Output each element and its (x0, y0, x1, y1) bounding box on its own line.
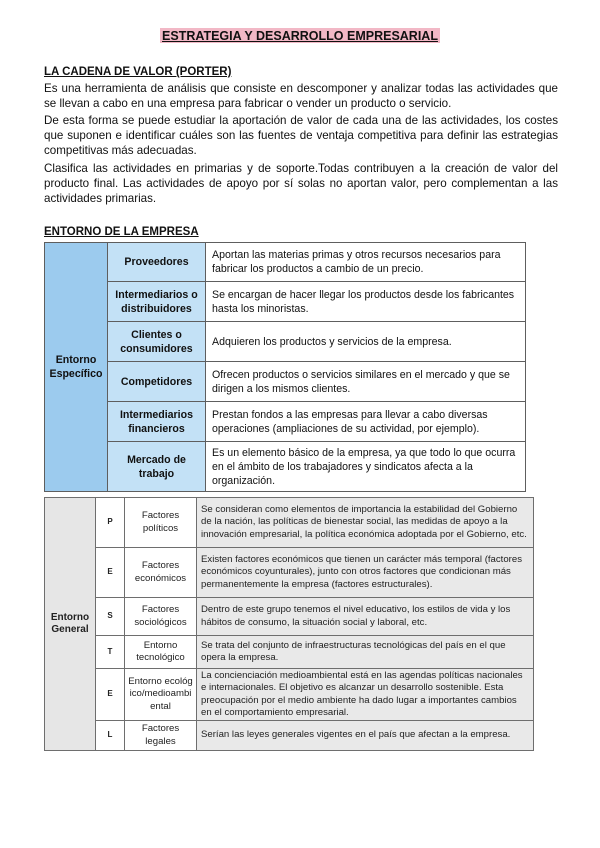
row-label: Factores sociológicos (125, 598, 197, 636)
table-row (45, 721, 534, 751)
table-row (45, 636, 534, 669)
table-row (45, 442, 526, 492)
row-label: Entorno tecnológico (125, 636, 197, 669)
table-row (45, 548, 534, 598)
document-title: ESTRATEGIA Y DESARROLLO EMPRESARIAL (162, 29, 438, 43)
row-label: Entorno ecológico/medioambiental (125, 669, 197, 721)
row-label: Intermediarios o distribuidores (108, 282, 206, 322)
pestel-letter: S (96, 598, 125, 636)
cadena-heading: LA CADENA DE VALOR (PORTER) (44, 66, 232, 78)
title-wrap (0, 27, 600, 45)
cadena-paragraph-2: De esta forma se puede estudiar la aportación de valor de cada una de las actividades, los costes que suponen e identificar cuáles son las fuentes de ventaja competitiva para definir las estrategias competitivas más adecuadas. (44, 114, 558, 157)
entorno-especifico-table (44, 242, 526, 492)
cadena-paragraph-3: Clasifica las actividades en primarias y de soporte.Todas contribuyen a la creación de valor del producto final. Las actividades de apoyo por sí solas no aportan valor, pero complementan a las actividades primarias. (44, 162, 558, 205)
row-label: Factores económicos (125, 548, 197, 598)
table-row (45, 498, 534, 548)
pestel-letter: P (96, 498, 125, 548)
table-row (45, 243, 526, 282)
cadena-paragraph-1: Es una herramienta de análisis que consiste en descomponer y analizar todas las actividades que se llevan a cabo en una empresa para fabricar o vender un producto o servicio. (44, 82, 558, 110)
entorno-heading: ENTORNO DE LA EMPRESA (44, 226, 199, 238)
row-label: Factores legales (125, 721, 197, 751)
row-label: Mercado de trabajo (108, 442, 206, 492)
row-description: Es un elemento básico de la empresa, ya que todo lo que ocurra en el ámbito de los trabajadores y sindicatos afecta a la organización. (206, 442, 526, 492)
entorno-especifico-label: Entorno Específico (45, 243, 108, 492)
entorno-general-label: Entorno General (45, 498, 96, 751)
pestel-letter: E (96, 548, 125, 598)
table-row (45, 362, 526, 402)
row-description: Prestan fondos a las empresas para llevar a cabo diversas operaciones (ampliaciones de su actividad, por ejemplo). (206, 402, 526, 442)
row-label: Clientes o consumidores (108, 322, 206, 362)
row-description: Dentro de este grupo tenemos el nivel educativo, los estilos de vida y los hábitos de consumo, la situación social y laboral, etc. (197, 598, 534, 636)
row-description: La concienciación medioambiental está en las agendas políticas nacionales e internacionales. El objetivo es alcanzar un desarrollo sostenible. Esta preocupación por el medio ambiente ha dado lugar a importantes cambios en el comportamiento empresarial. (197, 669, 534, 721)
table-row (45, 402, 526, 442)
table-row (45, 322, 526, 362)
row-label: Factores políticos (125, 498, 197, 548)
row-description: Ofrecen productos o servicios similares en el mercado y que se dirigen a los mismos clientes. (206, 362, 526, 402)
table-row (45, 669, 534, 721)
pestel-letter: E (96, 669, 125, 721)
row-description: Existen factores económicos que tienen un carácter más temporal (factores económicos coyunturales), junto con otros factores que condicionan más permanentemente la empresa (factores estructurales). (197, 548, 534, 598)
row-description: Serían las leyes generales vigentes en el país que afectan a la empresa. (197, 721, 534, 751)
entorno-general-table (44, 497, 534, 751)
row-label: Competidores (108, 362, 206, 402)
row-label: Intermediarios financieros (108, 402, 206, 442)
row-description: Se trata del conjunto de infraestructuras tecnológicas del país en el que opera la empresa. (197, 636, 534, 669)
pestel-letter: T (96, 636, 125, 669)
row-description: Adquieren los productos y servicios de la empresa. (206, 322, 526, 362)
pestel-letter: L (96, 721, 125, 751)
row-description: Se consideran como elementos de importancia la estabilidad del Gobierno de la nación, las políticas de bienestar social, las medidas de apoyo a la innovación empresarial, la política económica adoptada por el Gobierno, etc. (197, 498, 534, 548)
table-row (45, 598, 534, 636)
table-row (45, 282, 526, 322)
row-description: Se encargan de hacer llegar los productos desde los fabricantes hasta los minoristas. (206, 282, 526, 322)
row-label: Proveedores (108, 243, 206, 282)
row-description: Aportan las materias primas y otros recursos necesarios para fabricar los productos a cambio de un precio. (206, 243, 526, 282)
